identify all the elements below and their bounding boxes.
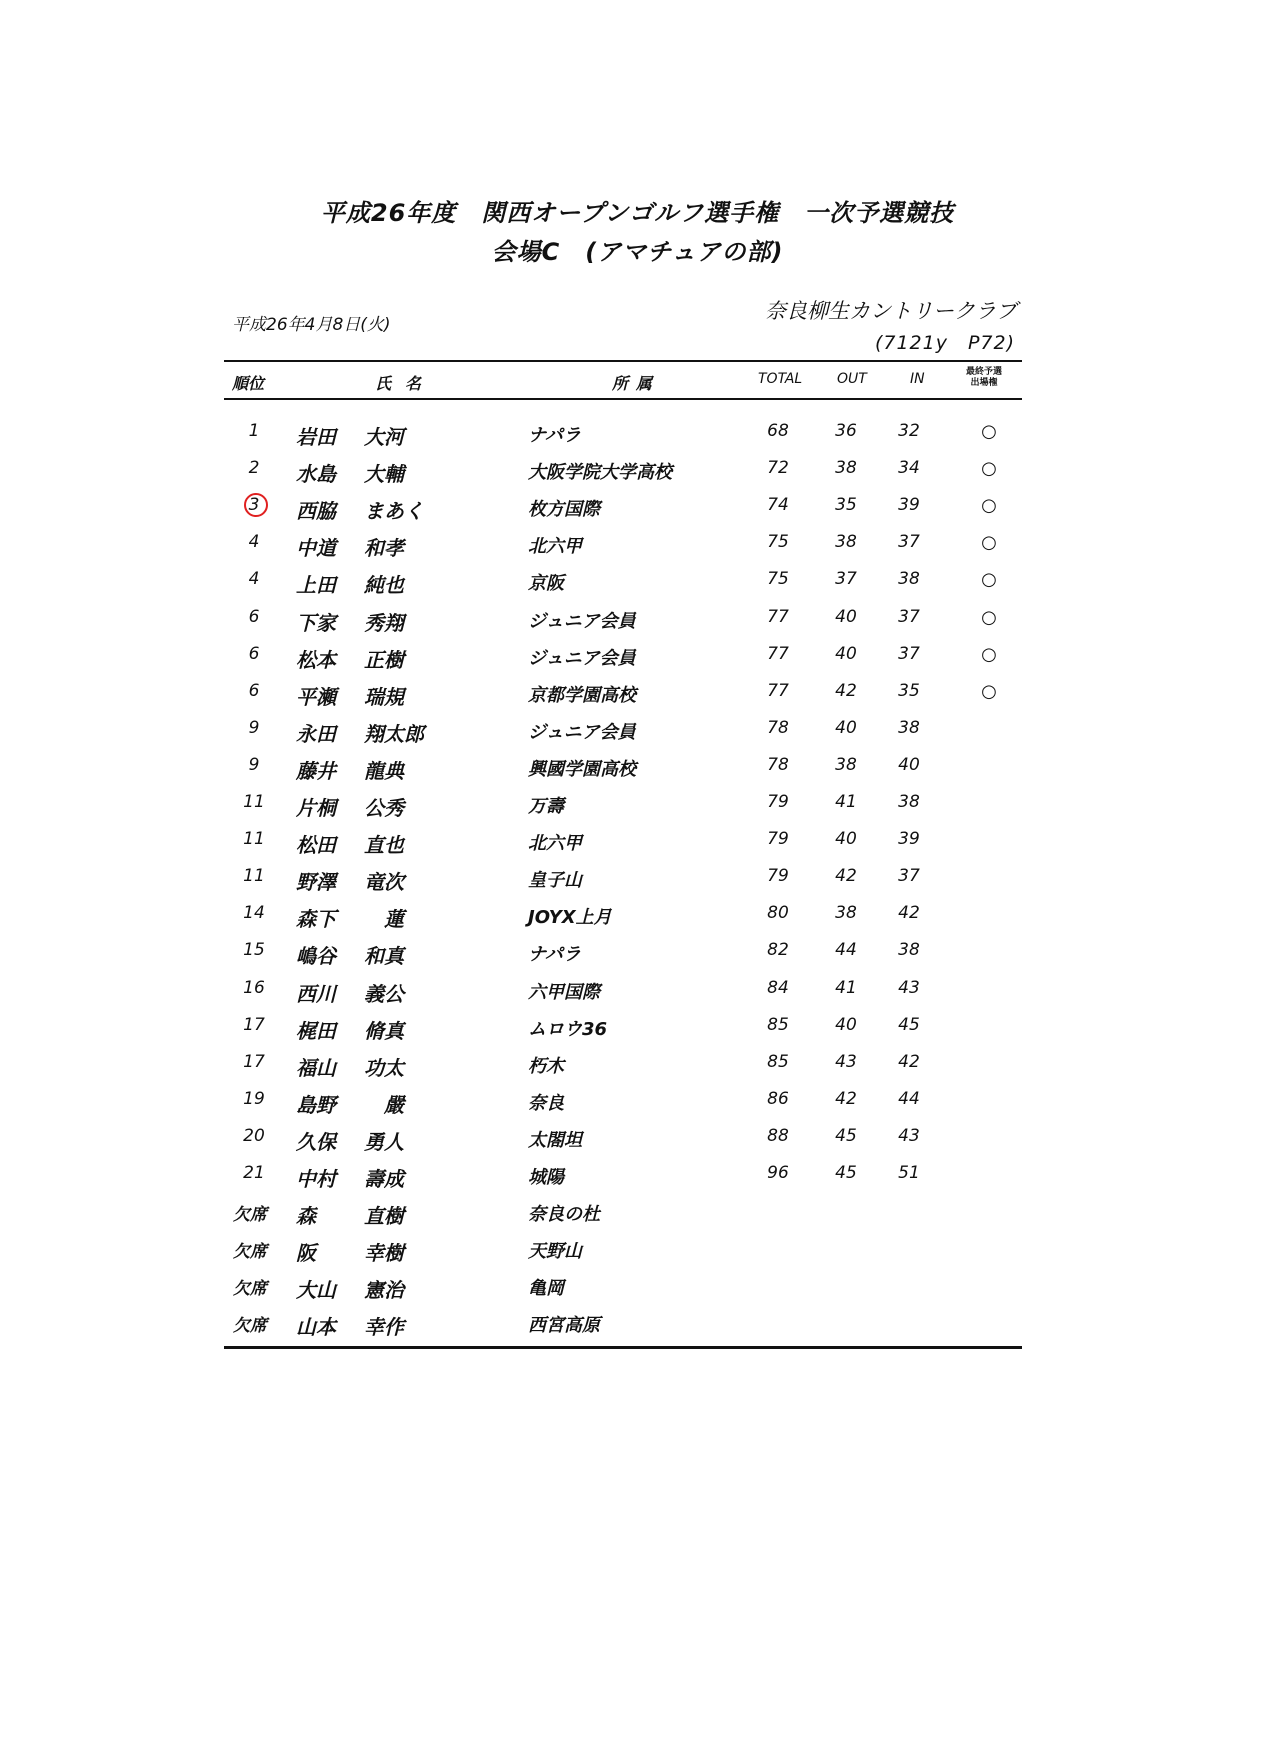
given-name-cell: 純也 <box>364 573 404 598</box>
out-cell: 42 <box>835 1088 857 1109</box>
rank-cell: 欠席 <box>233 1242 267 1263</box>
header-out: OUT <box>837 371 867 387</box>
affiliation-cell: ジュニア会員 <box>528 721 636 743</box>
given-name-cell: 幸樹 <box>364 1241 404 1266</box>
table-row <box>224 860 1022 897</box>
affiliation-cell: ジュニア会員 <box>528 610 636 632</box>
total-cell: 96 <box>767 1163 789 1183</box>
total-cell: 77 <box>767 680 789 701</box>
table-row <box>224 1046 1022 1083</box>
affiliation-cell: ジュニア会員 <box>528 647 636 669</box>
total-cell: 77 <box>767 643 789 664</box>
affiliation-cell: 奈良の杜 <box>528 1204 600 1226</box>
total-cell: 75 <box>767 569 789 590</box>
out-cell: 40 <box>835 717 857 738</box>
total-cell: 72 <box>767 458 789 479</box>
table-row <box>224 972 1022 1009</box>
affiliation-cell: 西宮高原 <box>528 1315 600 1337</box>
out-cell: 37 <box>835 569 857 590</box>
in-cell: 39 <box>898 829 920 850</box>
given-name-cell: 幸作 <box>364 1315 404 1340</box>
out-cell: 40 <box>835 643 857 664</box>
table-row <box>224 489 1022 526</box>
rank-cell: 欠席 <box>233 1205 267 1226</box>
header-affiliation: 所属 <box>612 374 661 393</box>
total-cell: 78 <box>767 754 789 775</box>
rank-cell: 15 <box>243 940 265 961</box>
qualified-mark: ○ <box>981 421 997 442</box>
total-cell: 78 <box>767 717 789 738</box>
given-name-cell: 公秀 <box>364 796 404 820</box>
qualified-mark: ○ <box>981 458 997 480</box>
out-cell: 35 <box>835 495 857 516</box>
out-cell: 42 <box>835 680 857 701</box>
given-name-cell: 直樹 <box>364 1204 404 1229</box>
affiliation-cell: 万壽 <box>528 796 564 817</box>
in-cell: 38 <box>898 792 920 812</box>
given-name-cell: 大輔 <box>364 462 404 487</box>
surname-cell: 片桐 <box>296 796 336 820</box>
table-bottom-rule <box>224 1346 1022 1349</box>
rank-cell: 11 <box>243 792 265 812</box>
table-row <box>224 1194 1022 1231</box>
table-row <box>224 1231 1022 1268</box>
qualified-mark: ○ <box>981 495 997 517</box>
total-cell: 85 <box>767 1051 789 1072</box>
out-cell: 36 <box>835 421 857 441</box>
given-name-cell: 瑞規 <box>364 684 404 709</box>
given-name-cell: 壽成 <box>364 1167 404 1191</box>
surname-cell: 中道 <box>296 536 336 561</box>
in-cell: 37 <box>898 643 920 664</box>
table-row <box>224 749 1022 786</box>
affiliation-cell: 興國学園高校 <box>528 758 636 780</box>
in-cell: 42 <box>898 1051 920 1072</box>
affiliation-cell: 京都学園高校 <box>528 684 636 706</box>
rank-cell: 21 <box>243 1163 265 1183</box>
affiliation-cell: 奈良 <box>528 1092 564 1114</box>
table-row <box>224 823 1022 860</box>
out-cell: 38 <box>835 458 857 479</box>
given-name-cell: 龍典 <box>364 758 404 783</box>
out-cell: 40 <box>835 829 857 850</box>
given-name-cell: 竜次 <box>364 870 404 895</box>
affiliation-cell: 皇子山 <box>528 870 582 892</box>
in-cell: 38 <box>898 940 920 961</box>
rank-cell: 欠席 <box>233 1316 267 1337</box>
table-row <box>224 934 1022 971</box>
table-row <box>224 638 1022 675</box>
out-cell: 45 <box>835 1163 857 1183</box>
surname-cell: 藤井 <box>296 758 336 783</box>
in-cell: 51 <box>898 1163 920 1183</box>
out-cell: 41 <box>835 792 857 812</box>
table-row <box>224 1083 1022 1120</box>
surname-cell: 島野 <box>296 1092 336 1117</box>
total-cell: 77 <box>767 606 789 627</box>
given-name-cell: 秀翔 <box>364 610 404 635</box>
affiliation-cell: 北六甲 <box>528 536 582 558</box>
rank-cell: 19 <box>243 1088 265 1109</box>
surname-cell: 松田 <box>296 833 336 858</box>
surname-cell: 阪 <box>296 1241 316 1266</box>
total-cell: 80 <box>767 903 789 924</box>
affiliation-cell: ムロウ36 <box>528 1018 608 1040</box>
total-cell: 79 <box>767 866 789 887</box>
in-cell: 43 <box>898 977 920 998</box>
surname-cell: 久保 <box>296 1129 336 1154</box>
given-name-cell: 勇人 <box>364 1129 404 1154</box>
table-row <box>224 1120 1022 1157</box>
out-cell: 44 <box>835 940 857 961</box>
rank-cell: 20 <box>243 1125 265 1146</box>
out-cell: 41 <box>835 977 857 998</box>
surname-cell: 大山 <box>296 1278 336 1303</box>
total-cell: 82 <box>767 940 789 961</box>
given-name-cell: 和真 <box>364 944 404 969</box>
rank-cell: 6 <box>248 643 260 664</box>
rank-cell: 6 <box>248 606 260 627</box>
out-cell: 40 <box>835 1014 857 1035</box>
rank-cell: 9 <box>248 717 260 738</box>
in-cell: 42 <box>898 903 920 924</box>
surname-cell: 野澤 <box>296 870 336 895</box>
table-row <box>224 1157 1022 1194</box>
in-cell: 37 <box>898 532 920 553</box>
in-cell: 38 <box>898 569 920 590</box>
surname-cell: 上田 <box>296 573 336 598</box>
out-cell: 38 <box>835 754 857 775</box>
in-cell: 45 <box>898 1014 920 1035</box>
given-name-cell: 蓮 <box>364 907 404 932</box>
out-cell: 38 <box>835 532 857 553</box>
affiliation-cell: 枚方国際 <box>528 499 600 521</box>
surname-cell: 梶田 <box>296 1018 336 1043</box>
in-cell: 37 <box>898 866 920 887</box>
given-name-cell: まあく <box>364 499 424 524</box>
table-row <box>224 1305 1022 1342</box>
table-row <box>224 452 1022 489</box>
out-cell: 42 <box>835 866 857 887</box>
total-cell: 85 <box>767 1014 789 1035</box>
surname-cell: 永田 <box>296 721 336 746</box>
total-cell: 79 <box>767 829 789 850</box>
rank-cell: 17 <box>243 1014 265 1035</box>
affiliation-cell: ナパラ <box>528 425 581 446</box>
given-name-cell: 大河 <box>364 425 404 449</box>
rank-cell: 17 <box>243 1051 265 1072</box>
qualified-mark: ○ <box>981 532 997 554</box>
table-row <box>224 563 1022 600</box>
surname-cell: 水島 <box>296 462 336 487</box>
rank-cell: 6 <box>248 680 260 701</box>
given-name-cell: 和孝 <box>364 536 404 561</box>
document-subtitle: 会場C (アマチュアの部) <box>491 238 784 266</box>
in-cell: 39 <box>898 495 920 516</box>
given-name-cell: 正樹 <box>364 647 404 672</box>
affiliation-cell: 京阪 <box>528 573 564 595</box>
in-cell: 44 <box>898 1088 920 1109</box>
out-cell: 43 <box>835 1051 857 1072</box>
surname-cell: 森 <box>296 1204 316 1229</box>
rank-cell: 3 <box>248 495 260 516</box>
affiliation-cell: 北六甲 <box>528 833 582 855</box>
affiliation-cell: JOYX上月 <box>528 907 612 929</box>
affiliation-cell: 亀岡 <box>528 1278 564 1300</box>
in-cell: 35 <box>898 680 920 701</box>
given-name-cell: 義公 <box>364 981 404 1006</box>
table-row <box>224 675 1022 712</box>
document-title: 平成26年度 関西オープンゴルフ選手権 一次予選競技 <box>320 199 955 227</box>
surname-cell: 嶋谷 <box>296 944 336 969</box>
rank-cell: 1 <box>248 421 260 441</box>
rank-cell: 4 <box>248 569 260 590</box>
qualified-mark: ○ <box>981 569 997 591</box>
total-cell: 84 <box>767 977 789 998</box>
in-cell: 37 <box>898 606 920 627</box>
header-total: TOTAL <box>758 371 803 387</box>
total-cell: 86 <box>767 1088 789 1109</box>
surname-cell: 西脇 <box>296 499 336 524</box>
in-cell: 32 <box>898 421 920 441</box>
in-cell: 40 <box>898 754 920 775</box>
surname-cell: 松本 <box>296 647 336 672</box>
surname-cell: 平瀬 <box>296 684 336 709</box>
header-qualified <box>962 367 1006 389</box>
venue-spec: (7121y P72) <box>874 332 1015 354</box>
in-cell: 38 <box>898 717 920 738</box>
rank-cell: 11 <box>243 866 265 887</box>
affiliation-cell: 朽木 <box>528 1055 564 1077</box>
total-cell: 68 <box>767 421 789 441</box>
total-cell: 75 <box>767 532 789 553</box>
given-name-cell: 嚴 <box>364 1092 404 1117</box>
out-cell: 45 <box>835 1125 857 1146</box>
venue-name: 奈良柳生カントリークラブ <box>765 299 1017 323</box>
table-row <box>224 712 1022 749</box>
surname-cell: 福山 <box>296 1055 336 1080</box>
in-cell: 34 <box>898 458 920 479</box>
qualified-mark: ○ <box>981 680 997 702</box>
table-row <box>224 786 1022 823</box>
total-cell: 88 <box>767 1125 789 1146</box>
given-name-cell: 脩真 <box>364 1018 404 1043</box>
surname-cell: 中村 <box>296 1167 336 1191</box>
given-name-cell: 直也 <box>364 833 404 858</box>
surname-cell: 山本 <box>296 1315 336 1340</box>
table-header-rule <box>224 398 1022 400</box>
table-row <box>224 415 1022 452</box>
table-row <box>224 1009 1022 1046</box>
rank-cell: 欠席 <box>233 1279 267 1300</box>
surname-cell: 森下 <box>296 907 336 932</box>
in-cell: 43 <box>898 1125 920 1146</box>
surname-cell: 下家 <box>296 610 336 635</box>
rank-cell: 4 <box>248 532 260 553</box>
rank-cell: 11 <box>243 829 265 850</box>
header-qualified-line1: 最終予選 <box>965 367 1002 377</box>
table-top-rule <box>224 360 1022 362</box>
affiliation-cell: ナパラ <box>528 944 581 966</box>
event-date: 平成26年4月8日(火) <box>232 315 391 335</box>
total-cell: 74 <box>767 495 789 516</box>
given-name-cell: 翔太郎 <box>364 721 424 746</box>
header-name: 氏名 <box>375 374 436 393</box>
table-row <box>224 526 1022 563</box>
affiliation-cell: 大阪学院大学高校 <box>528 462 672 484</box>
header-qualified-line2: 出場権 <box>970 378 998 388</box>
surname-cell: 岩田 <box>296 425 336 449</box>
rank-cell: 14 <box>243 903 265 924</box>
table-row <box>224 1268 1022 1305</box>
out-cell: 38 <box>835 903 857 924</box>
affiliation-cell: 城陽 <box>528 1167 564 1188</box>
rank-cell: 9 <box>248 754 260 775</box>
affiliation-cell: 天野山 <box>528 1241 582 1263</box>
table-row <box>224 601 1022 638</box>
given-name-cell: 功太 <box>364 1055 404 1080</box>
rank-cell: 2 <box>248 458 260 479</box>
out-cell: 40 <box>835 606 857 627</box>
header-in: IN <box>910 371 925 387</box>
given-name-cell: 憲治 <box>364 1278 404 1303</box>
table-row <box>224 897 1022 934</box>
affiliation-cell: 六甲国際 <box>528 981 600 1003</box>
total-cell: 79 <box>767 792 789 812</box>
qualified-mark: ○ <box>981 606 997 628</box>
surname-cell: 西川 <box>296 981 336 1006</box>
affiliation-cell: 太閤坦 <box>528 1129 582 1151</box>
header-rank: 順位 <box>232 374 265 393</box>
rank-cell: 16 <box>243 977 265 998</box>
qualified-mark: ○ <box>981 643 997 665</box>
